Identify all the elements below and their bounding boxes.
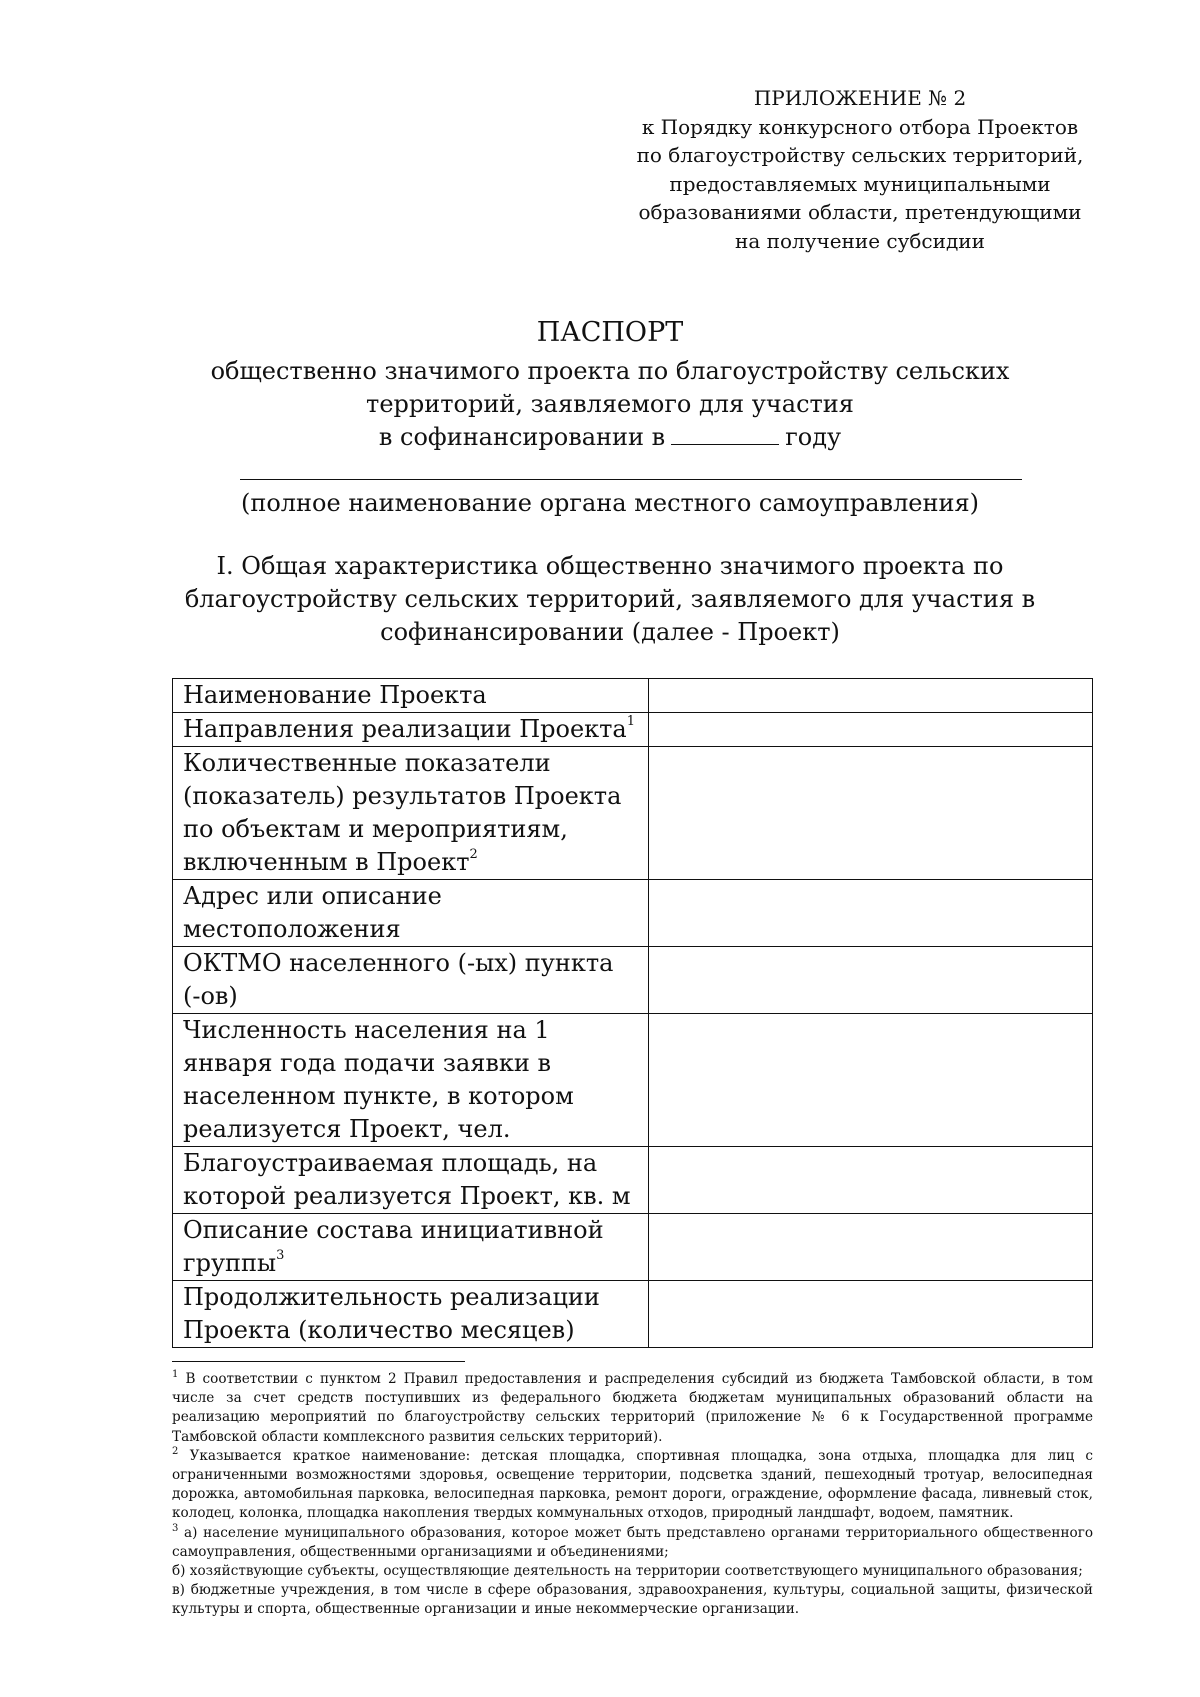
table-row xyxy=(173,947,1093,1014)
footnotes-block xyxy=(172,1370,1093,1620)
row-label: Адрес или описание местоположения xyxy=(183,882,442,943)
row-label-cell xyxy=(173,947,649,1014)
footnote xyxy=(172,1562,1093,1581)
footnote xyxy=(172,1581,1093,1619)
project-characteristics-table xyxy=(172,678,1093,1348)
footnote xyxy=(172,1447,1093,1524)
section-heading xyxy=(160,550,1060,649)
section-heading-line: софинансировании (далее - Проект) xyxy=(380,618,840,646)
row-label-cell xyxy=(173,880,649,947)
year-blank-field[interactable] xyxy=(671,422,779,445)
row-label: Количественные показатели (показатель) результатов Проекта по объектам и мероприятиям, включенным в Проект xyxy=(183,749,622,876)
row-label: Описание состава инициативной группы xyxy=(183,1216,604,1277)
row-value-cell[interactable] xyxy=(649,713,1093,747)
footnote-text: а) население муниципального образования, которое может быть представлено органами территориального общественного самоуправления, общественными организациями и объединениями; xyxy=(172,1524,1094,1560)
row-label: Наименование Проекта xyxy=(183,681,487,709)
appendix-title: ПРИЛОЖЕНИЕ № 2 xyxy=(753,86,967,110)
row-label-cell xyxy=(173,747,649,880)
footnote-text: в) бюджетные учреждения, в том числе в сфере образования, здравоохранения, культуры, социальной защиты, физической культуры и спорта, общественные организации и иные некоммерческие организации. xyxy=(172,1582,1093,1618)
footnote-marker: 2 xyxy=(469,847,478,862)
table-row xyxy=(173,880,1093,947)
subtitle-text: году xyxy=(785,423,842,451)
org-name-caption: (полное наименование органа местного самоуправления) xyxy=(240,489,980,517)
row-value-cell[interactable] xyxy=(649,747,1093,880)
table-row xyxy=(173,1281,1093,1348)
passport-title: ПАСПОРТ xyxy=(536,317,684,348)
appendix-line: по благоустройству сельских территорий, xyxy=(636,143,1084,167)
appendix-line: образованиями области, претендующими xyxy=(638,200,1082,224)
appendix-line: на получение субсидии xyxy=(735,228,985,253)
footnote-text: б) хозяйствующие субъекты, осуществляющие деятельность на территории соответствующего муниципального образования; xyxy=(172,1563,1083,1580)
row-label: Благоустраиваемая площадь, на которой реализуется Проект, кв. м xyxy=(183,1149,631,1210)
row-value-cell[interactable] xyxy=(649,1147,1093,1214)
section-heading-line: благоустройству сельских территорий, заявляемого для участия в xyxy=(184,585,1036,613)
row-label: ОКТМО населенного (-ых) пункта (-ов) xyxy=(183,949,614,1010)
footnote-separator xyxy=(172,1361,465,1362)
footnote xyxy=(172,1524,1093,1562)
row-label: Продолжительность реализации Проекта (количество месяцев) xyxy=(183,1283,600,1344)
footnote-number: 1 xyxy=(172,1369,179,1380)
row-label-cell xyxy=(173,713,649,747)
row-value-cell[interactable] xyxy=(649,947,1093,1014)
row-label-cell xyxy=(173,1281,649,1348)
appendix-line: к Порядку конкурсного отбора Проектов xyxy=(641,114,1079,139)
footnote-marker: 3 xyxy=(276,1248,285,1263)
row-label-cell xyxy=(173,679,649,713)
footnote xyxy=(172,1370,1093,1447)
table-row xyxy=(173,1147,1093,1214)
passport-subtitle-line: общественно значимого проекта по благоустройству сельских xyxy=(210,357,1010,385)
section-heading-line: I. Общая характеристика общественно значимого проекта по xyxy=(216,552,1004,580)
row-label: Численность населения на 1 января года подачи заявки в населенном пункте, в котором реализуется Проект, чел. xyxy=(183,1016,574,1143)
subtitle-text: в софинансировании в xyxy=(378,423,666,451)
footnote-marker: 1 xyxy=(626,714,636,729)
table-row xyxy=(173,679,1093,713)
table-row xyxy=(173,1014,1093,1147)
passport-subtitle-line: территорий, заявляемого для участия xyxy=(366,390,854,418)
row-value-cell[interactable] xyxy=(649,679,1093,713)
table-row xyxy=(173,1214,1093,1281)
row-value-cell[interactable] xyxy=(649,1014,1093,1147)
org-name-blank-line[interactable] xyxy=(240,479,1022,480)
row-value-cell[interactable] xyxy=(649,1281,1093,1348)
row-value-cell[interactable] xyxy=(649,880,1093,947)
row-label-cell xyxy=(173,1014,649,1147)
passport-header xyxy=(160,316,1060,454)
appendix-block xyxy=(620,84,1100,255)
footnote-number: 3 xyxy=(172,1522,179,1534)
footnote-text: В соответствии с пунктом 2 Правил предоставления и распределения субсидий из бюджета Тамбовской области, в том числе за счет средств поступивших из федерального бюджета бюджетам муниципальных образований области на реализацию мероприятий по благоустройству сельских территорий (приложение № 6 к Государственной программе Тамбовской области комплексного развития сельских территорий). xyxy=(172,1371,1093,1445)
footnote-number: 2 xyxy=(172,1445,179,1457)
table-row xyxy=(173,747,1093,880)
table-row xyxy=(173,713,1093,747)
appendix-line: предоставляемых муниципальными xyxy=(669,171,1051,196)
row-label-cell xyxy=(173,1214,649,1281)
passport-subtitle-line xyxy=(160,421,1060,454)
row-label: Направления реализации Проекта xyxy=(183,715,627,743)
row-value-cell[interactable] xyxy=(649,1214,1093,1281)
row-label-cell xyxy=(173,1147,649,1214)
footnote-text: Указывается краткое наименование: детская площадка, спортивная площадка, зона отдыха, площадка для лиц с ограниченными возможностями здоровья, освещение территории, подсветка зданий, пешеходный тротуар, велосипедная дорожка, автомобильная парковка, велосипедная парковка, ремонт дороги, ограждение, оформление фасада, ливневый сток, колодец, колонка, площадка накопления твердых коммунальных отходов, природный ландшафт, водоем, памятник. xyxy=(172,1447,1093,1522)
